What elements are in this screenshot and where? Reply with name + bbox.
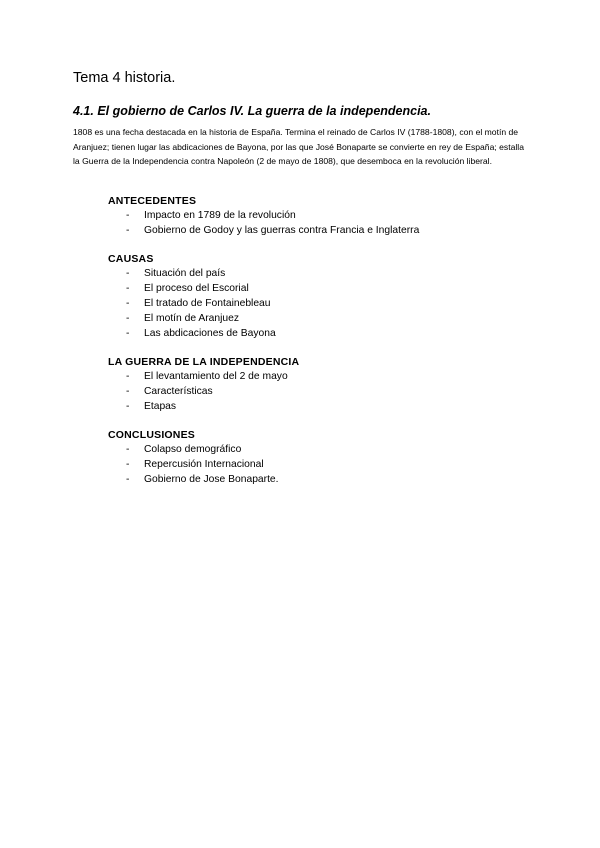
list-item: - Colapso demográfico [126, 444, 242, 455]
list-item: - Gobierno de Jose Bonaparte. [126, 474, 279, 485]
list-item: - Situación del país [126, 268, 226, 279]
outline-heading: CAUSAS [108, 253, 154, 265]
intro-paragraph: 1808 es una fecha destacada en la historia de España. Termina el reinado de Carlos IV (1788-1808), con el motín de Aranjuez; tienen lugar las abdicaciones de Bayona, por las que José Bonaparte se convierte en rey de España; estalla la Guerra de la Independencia contra Napoleón (2 de mayo de 1808), que desemboca en la revolución liberal. [73, 127, 524, 167]
dash-bullet: - [126, 328, 130, 339]
outline-list [108, 442, 279, 487]
list-item: - Gobierno de Godoy y las guerras contra Francia e Inglaterra [126, 225, 420, 236]
outline-list [108, 266, 276, 341]
dash-bullet: - [126, 459, 130, 470]
dash-bullet: - [126, 386, 130, 397]
dash-bullet: - [126, 210, 130, 221]
dash-bullet: - [126, 225, 130, 236]
outline-section-conclusiones [108, 428, 279, 487]
list-item: - El proceso del Escorial [126, 283, 249, 294]
list-item: - El tratado de Fontainebleau [126, 298, 271, 309]
dash-bullet: - [126, 444, 130, 455]
outline-heading: ANTECEDENTES [108, 195, 197, 207]
list-item: - El motín de Aranjuez [126, 313, 240, 324]
list-item: - Características [126, 386, 213, 397]
document-title: Tema 4 historia. [73, 70, 176, 86]
outline-section-causas [108, 252, 276, 341]
list-item: - Etapas [126, 401, 177, 412]
list-item: - Repercusión Internacional [126, 459, 264, 470]
section-heading: 4.1. El gobierno de Carlos IV. La guerra de la independencia. [73, 104, 431, 118]
outline-heading: LA GUERRA DE LA INDEPENDENCIA [108, 356, 300, 368]
list-item: - Impacto en 1789 de la revolución [126, 210, 296, 221]
dash-bullet: - [126, 371, 130, 382]
outline-list [108, 208, 419, 238]
dash-bullet: - [126, 313, 130, 324]
list-item: - Las abdicaciones de Bayona [126, 328, 276, 339]
dash-bullet: - [126, 298, 130, 309]
outline-heading: CONCLUSIONES [108, 429, 195, 441]
list-item: - El levantamiento del 2 de mayo [126, 371, 288, 382]
outline-list [108, 369, 299, 414]
dash-bullet: - [126, 401, 130, 412]
dash-bullet: - [126, 474, 130, 485]
dash-bullet: - [126, 283, 130, 294]
outline-section-antecedentes [108, 194, 419, 238]
dash-bullet: - [126, 268, 130, 279]
outline-section-guerra [108, 355, 299, 414]
